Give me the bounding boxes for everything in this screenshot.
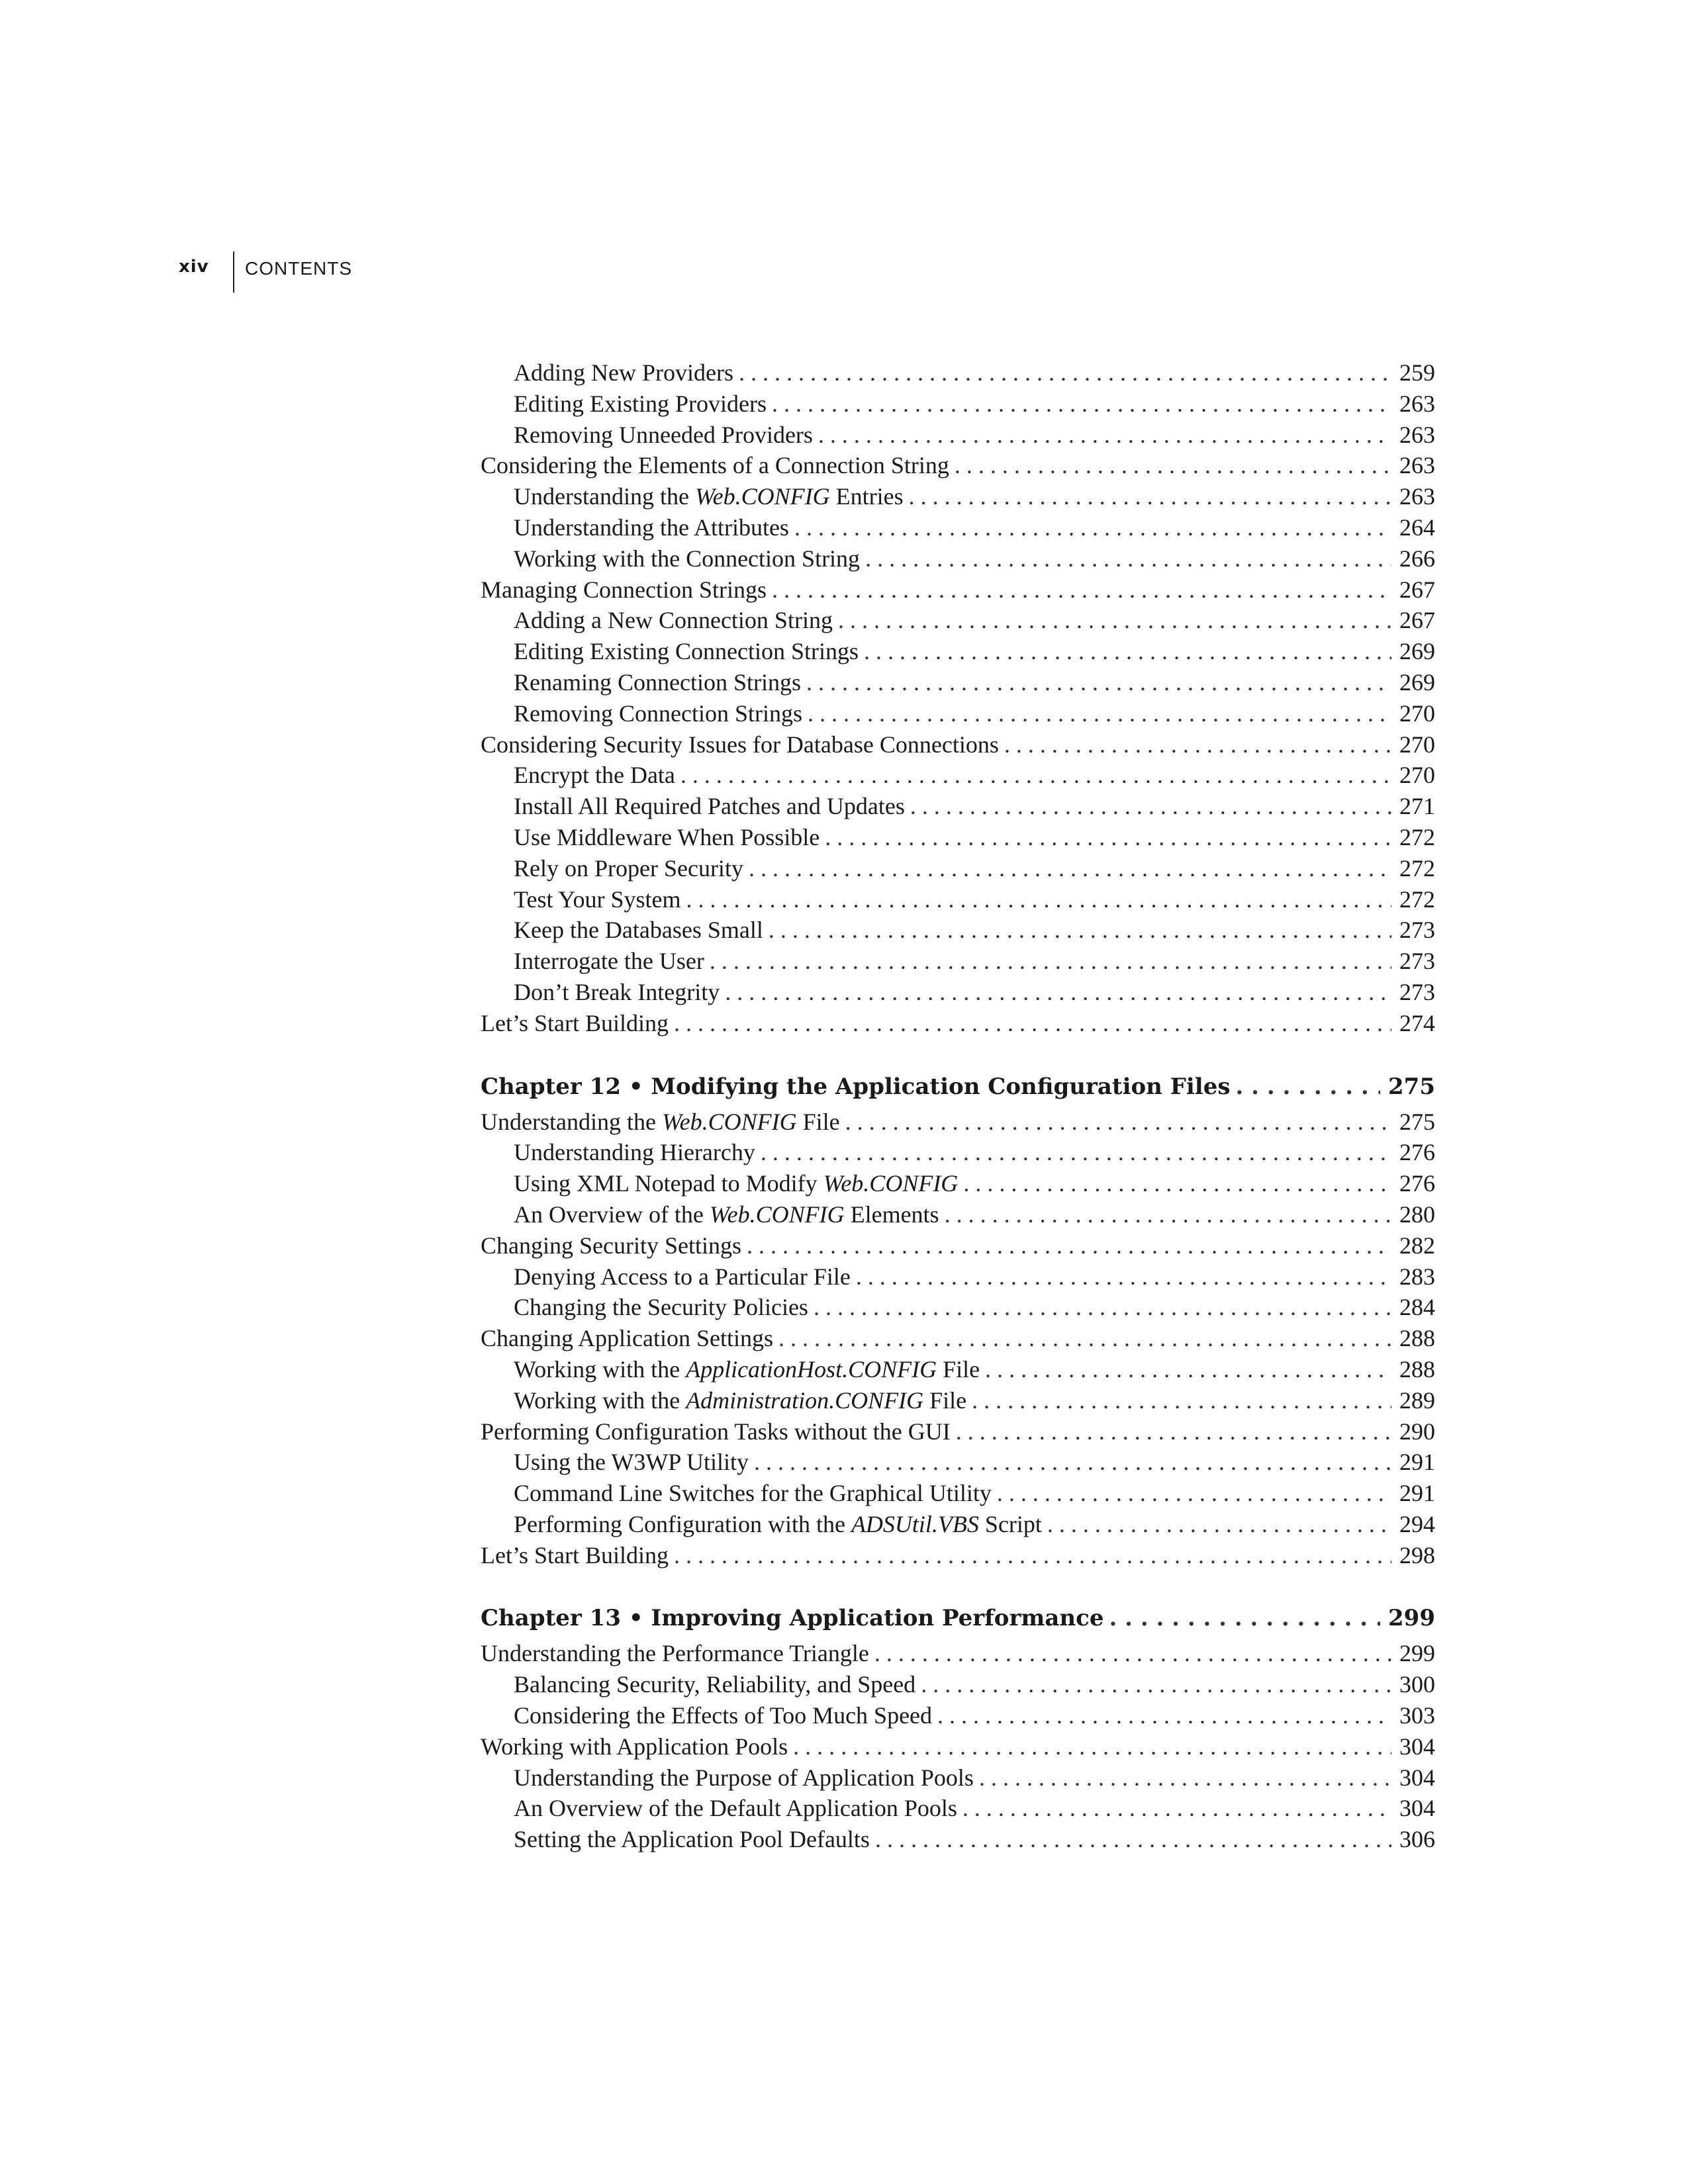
toc-entry-title [514, 1700, 932, 1731]
toc-entry-title [514, 791, 905, 822]
toc-entry-title [514, 1762, 974, 1794]
toc-page-number: 273 [1399, 917, 1435, 944]
toc-entry[interactable] [481, 512, 1435, 543]
title-text: Balancing Security, Reliability, and Speed [514, 1671, 916, 1698]
toc-entry[interactable] [481, 636, 1435, 667]
toc-entry-title [514, 1292, 808, 1323]
dot-leader [674, 1008, 1391, 1039]
title-text: Adding a New Connection String [514, 607, 833, 634]
toc-page-number: 259 [1399, 359, 1435, 386]
dot-leader [710, 946, 1391, 977]
toc-page-number: 304 [1399, 1764, 1435, 1791]
title-text: Working with the Connection String [514, 545, 861, 572]
title-text: Let’s Start Building [481, 1009, 669, 1036]
toc-entry-title [514, 420, 813, 451]
toc-entry[interactable] [481, 481, 1435, 512]
toc-page-number: 274 [1399, 1009, 1435, 1036]
title-text: Managing Connection Strings [481, 576, 767, 603]
title-text: File [796, 1108, 840, 1135]
italic-term: ADSUtil.VBS [851, 1510, 979, 1537]
title-text: Understanding the Attributes [514, 514, 789, 541]
toc-page-number: 275 [1388, 1073, 1435, 1100]
dot-leader [921, 1669, 1391, 1700]
dot-leader [838, 605, 1391, 636]
table-of-contents [481, 357, 1435, 1855]
title-text: An Overview of the [514, 1201, 710, 1228]
title-text: Working with Application Pools [481, 1733, 788, 1760]
toc-page-number: 280 [1399, 1201, 1435, 1228]
toc-entry[interactable] [481, 1168, 1435, 1199]
title-text: Considering the Effects of Too Much Speed [514, 1702, 933, 1729]
title-text: Install All Required Patches and Updates [514, 793, 905, 820]
toc-entry-title [514, 698, 802, 729]
toc-entry-title [514, 760, 675, 791]
toc-entry[interactable] [481, 946, 1435, 977]
title-text: Rely on Proper Security [514, 854, 743, 882]
title-text: Removing Unneeded Providers [514, 421, 813, 448]
toc-entry-title [514, 1447, 749, 1478]
toc-page-number: 264 [1399, 514, 1435, 541]
title-text: Chapter 13 • Improving Application Performance [481, 1605, 1104, 1632]
toc-page-number: 263 [1399, 452, 1435, 479]
toc-entry-title [514, 1168, 958, 1199]
toc-page-number: 304 [1399, 1733, 1435, 1760]
dot-leader [818, 420, 1391, 451]
dot-leader [963, 1168, 1391, 1199]
toc-entry-title [514, 884, 681, 915]
toc-entry-title [514, 1509, 1042, 1540]
toc-page-number: 266 [1399, 545, 1435, 572]
toc-entry-title [514, 543, 860, 574]
title-text: Changing Security Settings [481, 1232, 741, 1259]
toc-page-number: 294 [1399, 1510, 1435, 1537]
dot-leader [793, 1731, 1391, 1762]
title-text: Use Middleware When Possible [514, 823, 820, 850]
title-text: Working with the [514, 1387, 686, 1414]
toc-entry-title [514, 512, 789, 543]
dot-leader [725, 977, 1391, 1008]
chapter-spacer [481, 1570, 1435, 1601]
toc-entry[interactable] [481, 977, 1435, 1008]
toc-page-number: 271 [1399, 793, 1435, 820]
toc-entry[interactable] [481, 1731, 1435, 1762]
toc-entry-title [514, 1669, 915, 1700]
title-text: Let’s Start Building [481, 1541, 669, 1569]
toc-entry[interactable] [481, 915, 1435, 946]
toc-entry-title [481, 1540, 669, 1571]
toc-entry-title [481, 1008, 669, 1039]
title-text: Encrypt the Data [514, 762, 675, 789]
title-text: Using XML Notepad to Modify [514, 1170, 823, 1197]
title-text: Editing Existing Connection Strings [514, 638, 859, 665]
toc-chapter-heading[interactable] [481, 1069, 1435, 1104]
toc-entry[interactable] [481, 605, 1435, 636]
toc-page-number: 299 [1388, 1605, 1435, 1632]
dot-leader [749, 853, 1391, 884]
toc-page-number: 303 [1399, 1702, 1435, 1729]
dot-leader [856, 1261, 1391, 1293]
dot-leader [806, 667, 1391, 698]
toc-entry[interactable] [481, 1824, 1435, 1855]
dot-leader [778, 1323, 1391, 1354]
title-text: Changing Application Settings [481, 1325, 773, 1352]
toc-page-number: 299 [1399, 1640, 1435, 1667]
dot-leader [910, 791, 1391, 822]
toc-entry-title [514, 667, 801, 698]
toc-page-number: 272 [1399, 886, 1435, 913]
toc-entry-title [514, 481, 904, 512]
toc-page-number: 269 [1399, 638, 1435, 665]
italic-term: ApplicationHost.CONFIG [686, 1355, 937, 1383]
toc-entry-title [514, 1824, 870, 1855]
toc-page-number: 283 [1399, 1263, 1435, 1290]
dot-leader [979, 1762, 1391, 1794]
italic-term: Web.CONFIG [823, 1170, 959, 1197]
title-text: Understanding the [481, 1108, 662, 1135]
toc-entry[interactable] [481, 791, 1435, 822]
toc-page-number: 272 [1399, 854, 1435, 882]
dot-leader [909, 481, 1391, 512]
toc-entry-title [481, 1601, 1103, 1635]
toc-entry[interactable] [481, 357, 1435, 388]
toc-entry-title [481, 1107, 840, 1138]
toc-page-number: 298 [1399, 1541, 1435, 1569]
toc-entry-title [514, 822, 820, 853]
toc-entry-title [514, 977, 720, 1008]
dot-leader [680, 760, 1391, 791]
toc-entry[interactable] [481, 1137, 1435, 1168]
toc-entry[interactable] [481, 1199, 1435, 1230]
toc-entry-title [481, 450, 949, 481]
title-text: Script [978, 1510, 1042, 1537]
toc-entry[interactable] [481, 1669, 1435, 1700]
toc-entry-title [514, 1137, 755, 1168]
italic-term: Administration.CONFIG [686, 1387, 924, 1414]
toc-entry[interactable] [481, 1540, 1435, 1571]
toc-page-number: 276 [1399, 1170, 1435, 1197]
title-text: Adding New Providers [514, 359, 733, 386]
title-text: Understanding Hierarchy [514, 1139, 755, 1166]
toc-entry[interactable] [481, 1447, 1435, 1478]
title-text: File [937, 1355, 980, 1383]
toc-entry-title [514, 605, 833, 636]
title-text: Denying Access to a Particular File [514, 1263, 851, 1290]
toc-page-number: 290 [1399, 1418, 1435, 1445]
dot-leader [945, 1199, 1391, 1230]
title-text: Performing Configuration with the [514, 1510, 851, 1537]
toc-entry-title [514, 1385, 966, 1416]
dot-leader [808, 698, 1391, 729]
title-text: Interrogate the User [514, 948, 704, 975]
toc-entry[interactable] [481, 698, 1435, 729]
toc-entry[interactable] [481, 420, 1435, 451]
toc-entry[interactable] [481, 1762, 1435, 1794]
toc-entry[interactable] [481, 1008, 1435, 1039]
toc-entry-title [481, 1323, 773, 1354]
dot-leader [747, 1230, 1391, 1261]
toc-entry[interactable] [481, 667, 1435, 698]
toc-chapter-heading[interactable] [481, 1601, 1435, 1635]
toc-entry[interactable] [481, 1107, 1435, 1138]
dot-leader [1047, 1509, 1391, 1540]
dot-leader [739, 357, 1391, 388]
toc-entry[interactable] [481, 1700, 1435, 1731]
italic-term: Web.CONFIG [694, 483, 830, 510]
dot-leader [1004, 729, 1391, 760]
toc-page-number: 304 [1399, 1795, 1435, 1822]
title-text: Removing Connection Strings [514, 700, 802, 727]
dot-leader [1235, 1069, 1380, 1104]
toc-entry[interactable] [481, 543, 1435, 574]
dot-leader [772, 388, 1391, 420]
dot-leader [769, 915, 1391, 946]
page-number: xiv [179, 257, 209, 277]
toc-page-number: 273 [1399, 978, 1435, 1005]
dot-leader [972, 1385, 1391, 1416]
toc-entry-title [514, 1793, 957, 1824]
toc-page-number: 263 [1399, 483, 1435, 510]
toc-entry-title [514, 1261, 851, 1293]
title-text: Keep the Databases Small [514, 917, 763, 944]
chapter-spacer [481, 1039, 1435, 1069]
running-head: CONTENTS [245, 258, 352, 279]
toc-entry[interactable] [481, 1793, 1435, 1824]
toc-page-number: 288 [1399, 1325, 1435, 1352]
toc-page-number: 275 [1399, 1108, 1435, 1135]
title-text: Chapter 12 • Modifying the Application Configuration Files [481, 1073, 1231, 1100]
dot-leader [955, 450, 1391, 481]
toc-entry[interactable] [481, 822, 1435, 853]
toc-entry[interactable] [481, 884, 1435, 915]
toc-page-number: 291 [1399, 1480, 1435, 1507]
toc-page-number: 263 [1399, 421, 1435, 448]
dot-leader [874, 1638, 1391, 1669]
toc-page-number: 276 [1399, 1139, 1435, 1166]
dot-leader [772, 574, 1391, 606]
dot-leader [937, 1700, 1391, 1731]
toc-entry-title [514, 1354, 980, 1385]
toc-page-number: 273 [1399, 948, 1435, 975]
toc-entry-title [514, 853, 743, 884]
dot-leader [865, 543, 1391, 574]
toc-page-number: 272 [1399, 823, 1435, 850]
toc-entry[interactable] [481, 853, 1435, 884]
toc-entry-title [514, 388, 767, 420]
toc-entry[interactable] [481, 1323, 1435, 1354]
toc-entry[interactable] [481, 1638, 1435, 1669]
dot-leader [754, 1447, 1391, 1478]
dot-leader [686, 884, 1391, 915]
dot-leader [864, 636, 1391, 667]
title-text: Understanding the [514, 483, 695, 510]
title-text: Setting the Application Pool Defaults [514, 1826, 870, 1853]
toc-entry[interactable] [481, 574, 1435, 606]
toc-entry[interactable] [481, 1509, 1435, 1540]
dot-leader [875, 1824, 1391, 1855]
toc-entry[interactable] [481, 729, 1435, 760]
toc-entry-title [481, 729, 999, 760]
toc-entry[interactable] [481, 760, 1435, 791]
title-text: Renaming Connection Strings [514, 668, 801, 696]
toc-page-number: 300 [1399, 1671, 1435, 1698]
title-text: Using the W3WP Utility [514, 1449, 749, 1476]
toc-entry[interactable] [481, 1230, 1435, 1261]
toc-entry-title [514, 915, 763, 946]
title-text: Performing Configuration Tasks without the GUI [481, 1418, 951, 1445]
toc-entry-title [514, 1478, 992, 1509]
toc-entry[interactable] [481, 1261, 1435, 1293]
toc-page-number: 267 [1399, 576, 1435, 603]
dot-leader [674, 1540, 1391, 1571]
title-text: Entries [829, 483, 904, 510]
toc-page-number: 284 [1399, 1294, 1435, 1321]
toc-page-number: 270 [1399, 731, 1435, 758]
toc-page-number: 270 [1399, 762, 1435, 789]
toc-page-number: 270 [1399, 700, 1435, 727]
italic-term: Web.CONFIG [709, 1201, 845, 1228]
dot-leader [794, 512, 1391, 543]
toc-page-number: 289 [1399, 1387, 1435, 1414]
toc-entry-title [514, 946, 704, 977]
dot-leader [814, 1292, 1391, 1323]
toc-page-number: 291 [1399, 1449, 1435, 1476]
title-text: Working with the [514, 1355, 686, 1383]
toc-entry-title [514, 357, 733, 388]
toc-entry-title [481, 1731, 788, 1762]
title-text: Considering Security Issues for Database Connections [481, 731, 999, 758]
toc-entry-title [481, 574, 767, 606]
dot-leader [1109, 1601, 1380, 1635]
toc-page-number: 263 [1399, 390, 1435, 417]
toc-entry[interactable] [481, 1292, 1435, 1323]
italic-term: Web.CONFIG [661, 1108, 797, 1135]
title-text: Test Your System [514, 886, 681, 913]
title-text: File [923, 1387, 967, 1414]
toc-entry[interactable] [481, 450, 1435, 481]
title-text: Elements [844, 1201, 939, 1228]
toc-page-number: 269 [1399, 668, 1435, 696]
toc-page-number: 267 [1399, 607, 1435, 634]
toc-entry[interactable] [481, 1478, 1435, 1509]
toc-entry-title [481, 1230, 741, 1261]
title-text: An Overview of the Default Application Pools [514, 1795, 957, 1822]
dot-leader [985, 1354, 1391, 1385]
toc-page-number: 288 [1399, 1355, 1435, 1383]
title-text: Understanding the Purpose of Application Pools [514, 1764, 974, 1791]
title-text: Don’t Break Integrity [514, 978, 720, 1005]
dot-leader [845, 1107, 1391, 1138]
toc-entry[interactable] [481, 1385, 1435, 1416]
toc-page-number: 306 [1399, 1826, 1435, 1853]
title-text: Understanding the Performance Triangle [481, 1640, 869, 1667]
toc-entry[interactable] [481, 388, 1435, 420]
title-text: Considering the Elements of a Connection String [481, 452, 949, 479]
toc-entry[interactable] [481, 1416, 1435, 1447]
dot-leader [956, 1416, 1391, 1447]
title-text: Editing Existing Providers [514, 390, 767, 417]
toc-entry-title [481, 1416, 951, 1447]
toc-page-number: 282 [1399, 1232, 1435, 1259]
dot-leader [761, 1137, 1391, 1168]
dot-leader [997, 1478, 1391, 1509]
title-text: Command Line Switches for the Graphical Utility [514, 1480, 992, 1507]
title-text: Changing the Security Policies [514, 1294, 808, 1321]
dot-leader [825, 822, 1391, 853]
toc-entry-title [481, 1638, 869, 1669]
header-divider [233, 251, 234, 293]
dot-leader [962, 1793, 1391, 1824]
toc-entry-title [481, 1069, 1230, 1104]
toc-entry-title [514, 636, 859, 667]
toc-entry-title [514, 1199, 939, 1230]
toc-entry[interactable] [481, 1354, 1435, 1385]
